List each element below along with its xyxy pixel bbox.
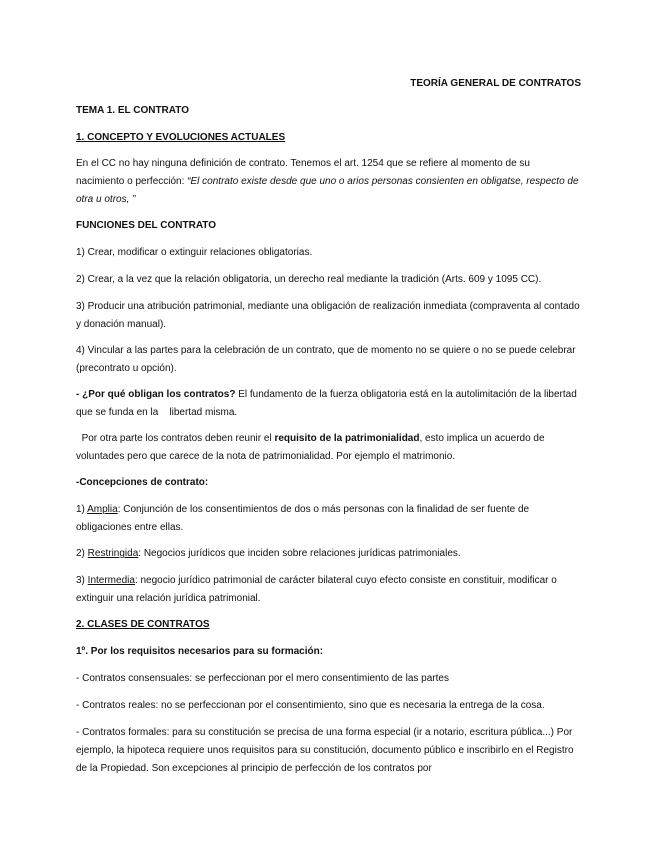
clase-item: - Contratos formales: para su constitución se precisa de una forma especial (ir a notario, escritura pública...) Por ejemplo, la hipoteca requiere unos requisitos para su constitución, documento público e inscribirlo en el Registro de la Propiedad. Son excepciones al principio de perfección de los contratos por xyxy=(76,727,574,774)
concepcion-term: Amplia xyxy=(87,504,118,515)
section-2-heading: 2. CLASES DE CONTRATOS xyxy=(76,619,210,630)
tema-heading: TEMA 1. EL CONTRATO xyxy=(76,105,189,116)
patrimonialidad-post: , esto implica un acuerdo de voluntades pero que carece de la nota de patrimonialidad. Por ejemplo el matrimonio. xyxy=(76,433,548,462)
concepcion-term: Restringida xyxy=(87,548,139,559)
funcion-item: 2) Crear, a la vez que la relación obligatoria, un derecho real mediante la tradición (Arts. 609 y 1095 CC). xyxy=(76,274,542,285)
patrimonialidad-pre: Por otra parte los contratos deben reunir el xyxy=(76,433,275,444)
concepcion-item xyxy=(76,545,581,563)
section-2-subheading: 1º. Por los requisitos necesarios para su formación: xyxy=(76,646,324,657)
concepcion-text: : Negocios jurídicos que inciden sobre relaciones jurídicas patrimoniales. xyxy=(138,548,461,559)
concepcion-term: Intermedia xyxy=(87,575,135,586)
funcion-item: 4) Vincular a las partes para la celebración de un contrato, que de momento no se quiere o no se puede celebrar (precontrato u opción). xyxy=(76,345,576,374)
concepciones-heading: -Concepciones de contrato: xyxy=(76,477,209,488)
obligan-text: El fundamento de la fuerza obligatoria está en la autolimitación de la libertad que se funda en la libertad misma. xyxy=(76,389,580,418)
concepcion-text: : Conjunción de los consentimientos de dos o más personas con la finalidad de ser fuente de obligaciones entre ellas. xyxy=(76,504,530,533)
funcion-item: 1) Crear, modificar o extinguir relaciones obligatorias. xyxy=(76,247,313,258)
section-1-heading: 1. CONCEPTO Y EVOLUCIONES ACTUALES xyxy=(76,132,286,143)
funciones-heading: FUNCIONES DEL CONTRATO xyxy=(76,220,217,231)
intro-text: En el CC no hay ninguna definición de contrato. Tenemos el art. 1254 que se refiere al momento de su nacimiento o perfección: xyxy=(76,158,530,187)
obligan-lead: - ¿Por qué obligan los contratos? xyxy=(76,389,236,400)
concepcion-item xyxy=(76,501,581,537)
obligan-paragraph xyxy=(76,386,581,422)
clase-item: - Contratos reales: no se perfeccionan por el consentimiento, sino que es necesaria la entrega de la cosa. xyxy=(76,700,545,711)
concepcion-num: 2) xyxy=(76,548,88,559)
document-title: TEORÍA GENERAL DE CONTRATOS xyxy=(410,78,581,89)
concepcion-num: 3) xyxy=(76,575,88,586)
patrimonialidad-bold: requisito de la patrimonialidad xyxy=(274,433,420,444)
patrimonialidad-paragraph xyxy=(76,430,581,466)
concepcion-item xyxy=(76,572,581,608)
concepcion-text: : negocio jurídico patrimonial de carácter bilateral cuyo efecto consiste en constituir, modificar o extinguir una relación jurídica patrimonial. xyxy=(76,575,557,604)
concepcion-num: 1) xyxy=(76,504,88,515)
funcion-item: 3) Producir una atribución patrimonial, mediante una obligación de realización inmediata (compraventa al contado y donación manual). xyxy=(76,301,580,330)
intro-quote: “El contrato existe desde que uno o arios personas consienten en obligatse, respecto de otra u otros, ” xyxy=(76,176,579,205)
clase-item: - Contratos consensuales: se perfeccionan por el mero consentimiento de las partes xyxy=(76,673,449,684)
section-1-intro xyxy=(76,155,581,209)
